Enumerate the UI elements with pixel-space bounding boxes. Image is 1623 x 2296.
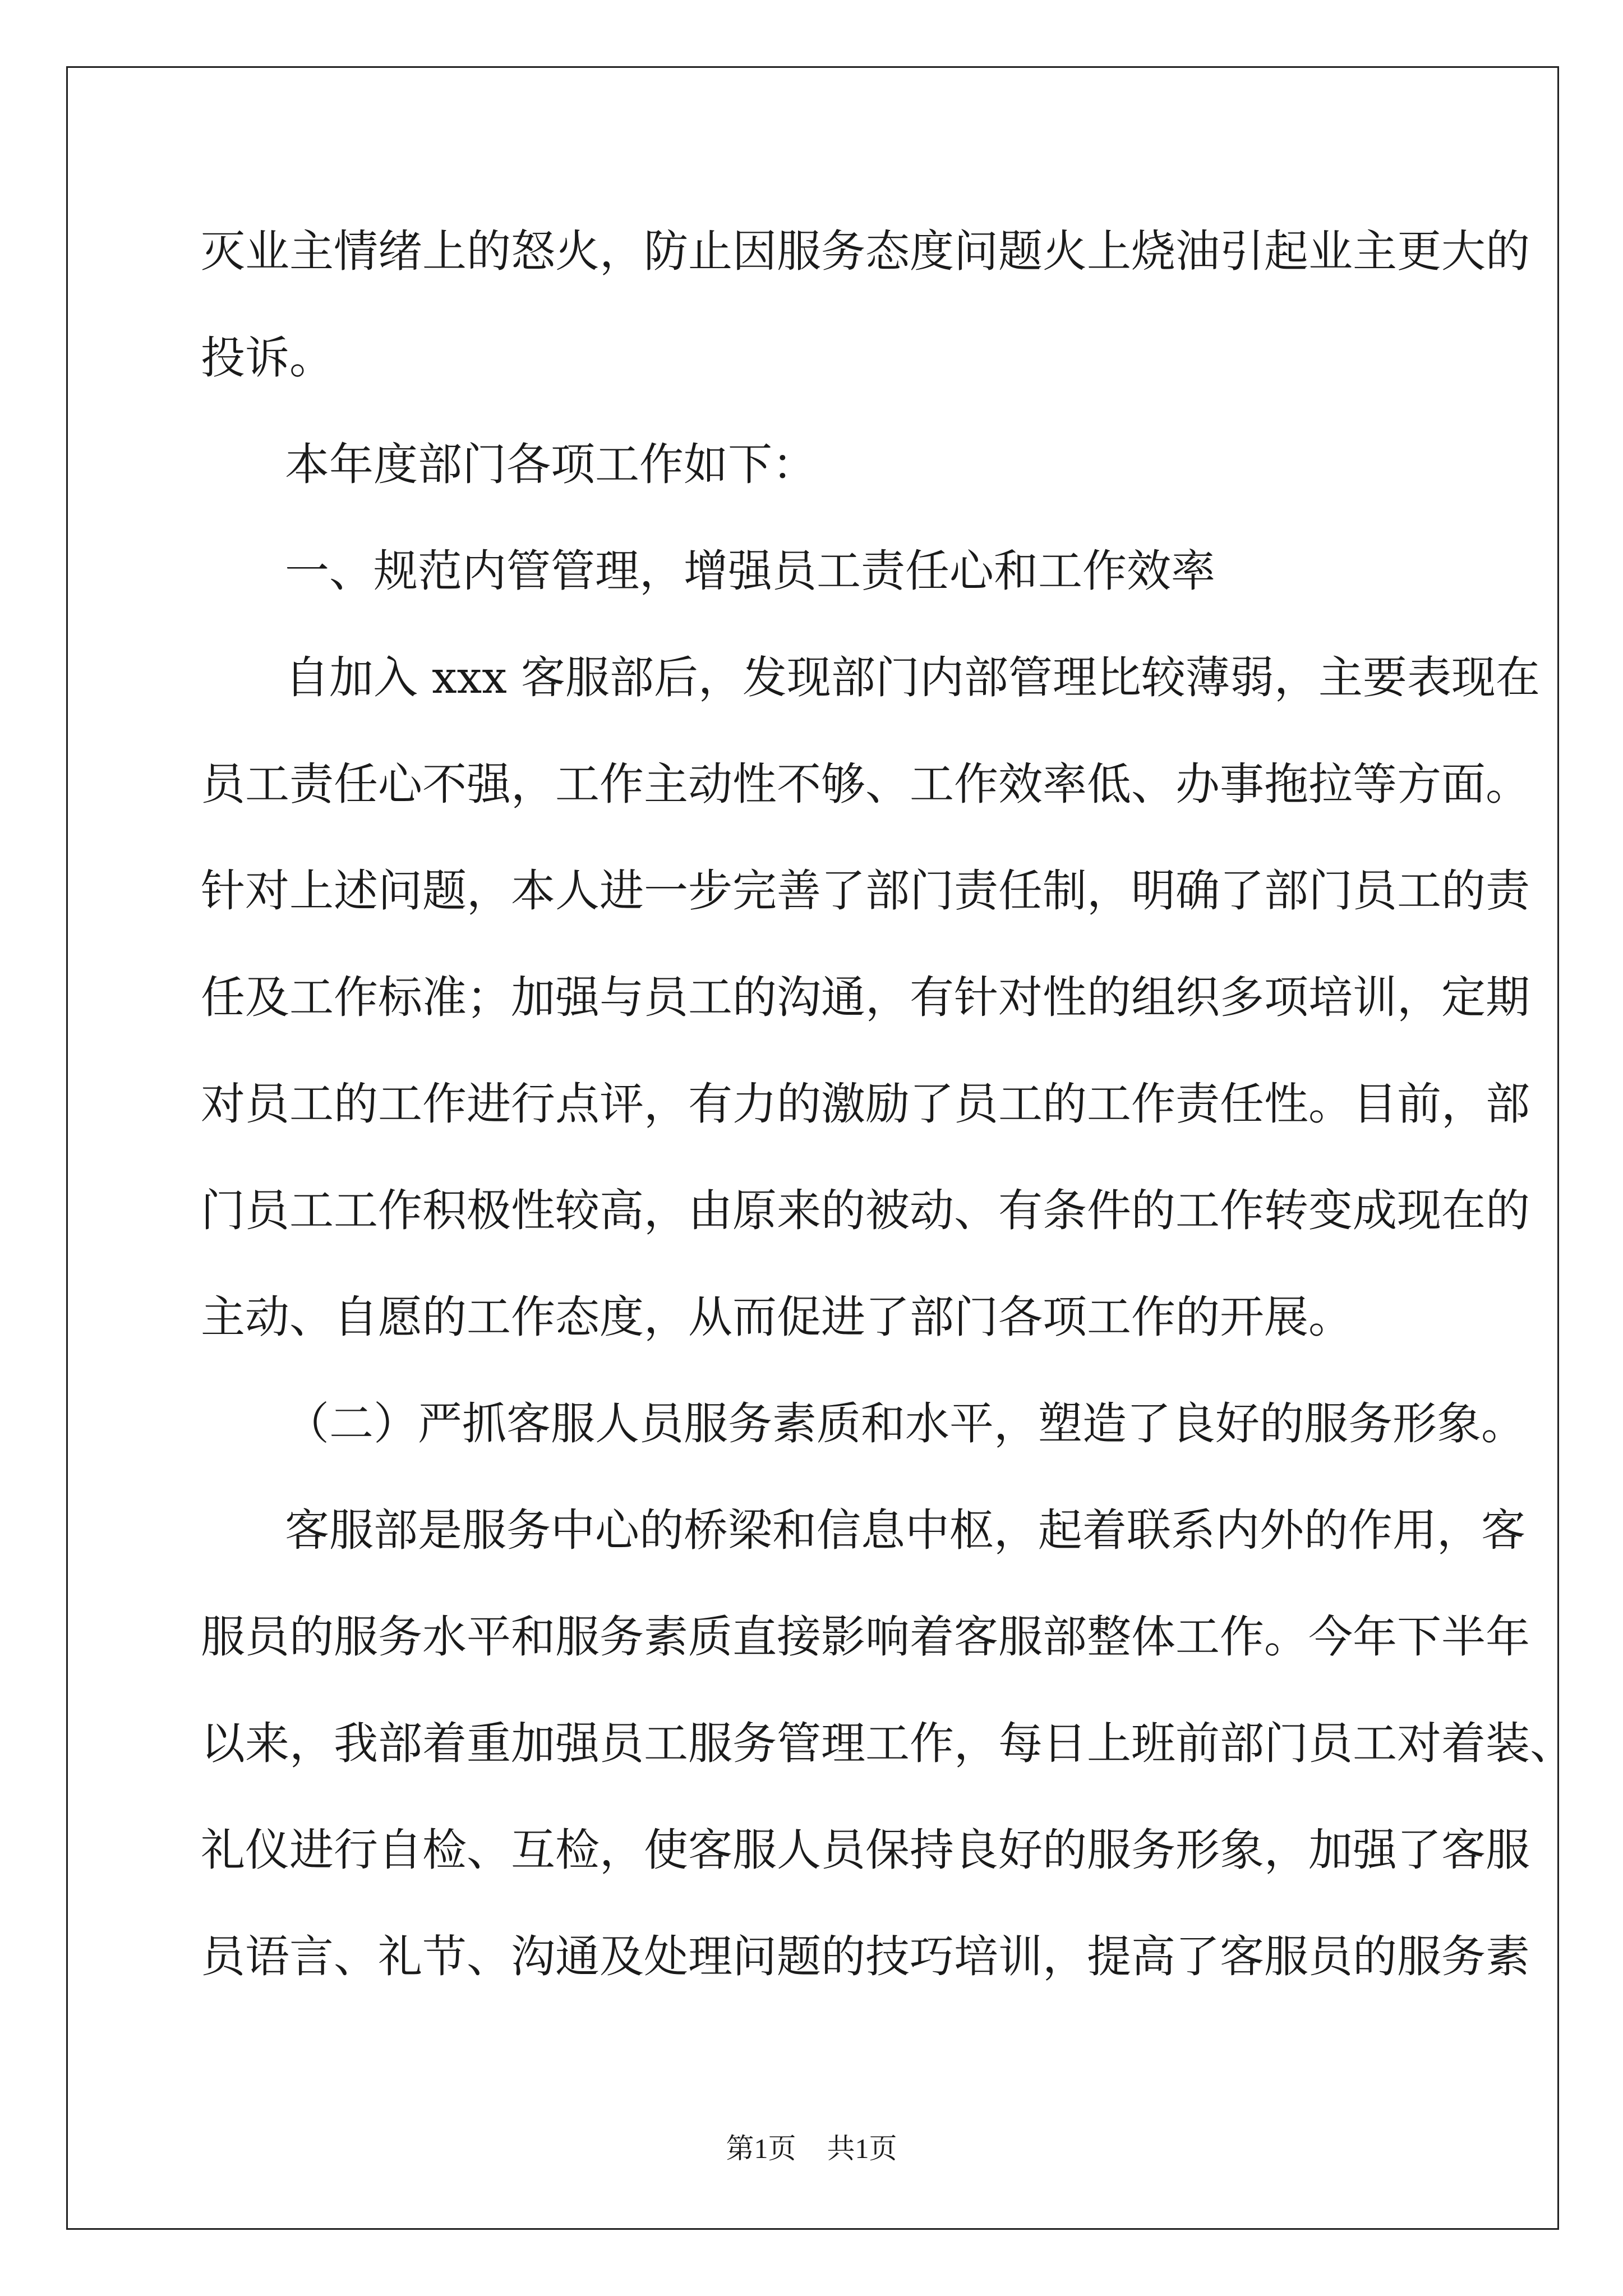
page-total: 共1页 [827, 2133, 897, 2164]
text-line: 礼仪进行自检、互检，使客服人员保持良好的服务形象，加强了客服 [201, 1824, 1530, 1876]
text-line: 主动、自愿的工作态度，从而促进了部门各项工作的开展。 [201, 1291, 1353, 1343]
page-border [66, 66, 1559, 2230]
text-line: 员语言、礼节、沟通及处理问题的技巧培训，提高了客服员的服务素 [201, 1931, 1530, 1982]
text-line: 灭业主情绪上的怒火，防止因服务态度问题火上烧油引起业主更大的 [201, 226, 1530, 277]
text-line: 对员工的工作进行点评，有力的激励了员工的工作责任性。目前，部 [201, 1078, 1530, 1130]
text-line: 本年度部门各项工作如下： [285, 439, 817, 490]
text-line: 客服部是服务中心的桥梁和信息中枢，起着联系内外的作用，客 [285, 1504, 1525, 1556]
text-line: 员工责任心不强，工作主动性不够、工作效率低、办事拖拉等方面。 [201, 758, 1530, 810]
text-line: 投诉。 [201, 332, 334, 384]
section-heading: 一、规范内管管理，增强员工责任心和工作效率 [285, 545, 1215, 597]
text-line: 任及工作标准；加强与员工的沟通，有针对性的组织多项培训，定期 [201, 972, 1530, 1023]
page-number: 第1页 [726, 2133, 796, 2164]
text-line: 服员的服务水平和服务素质直接影响着客服部整体工作。今年下半年 [201, 1611, 1530, 1663]
text-line: 以来，我部着重加强员工服务管理工作，每日上班前部门员工对着装、 [201, 1718, 1574, 1769]
text-line: 门员工工作积极性较高，由原来的被动、有条件的工作转变成现在的 [201, 1185, 1530, 1236]
text-line: 自加入 xxx 客服部后，发现部门内部管理比较薄弱，主要表现在 [285, 652, 1540, 703]
text-line: 针对上述问题，本人进一步完善了部门责任制，明确了部门员工的责 [201, 865, 1530, 917]
section-heading: （二）严抓客服人员服务素质和水平，塑造了良好的服务形象。 [285, 1398, 1525, 1450]
page-footer [0, 2134, 1623, 2162]
